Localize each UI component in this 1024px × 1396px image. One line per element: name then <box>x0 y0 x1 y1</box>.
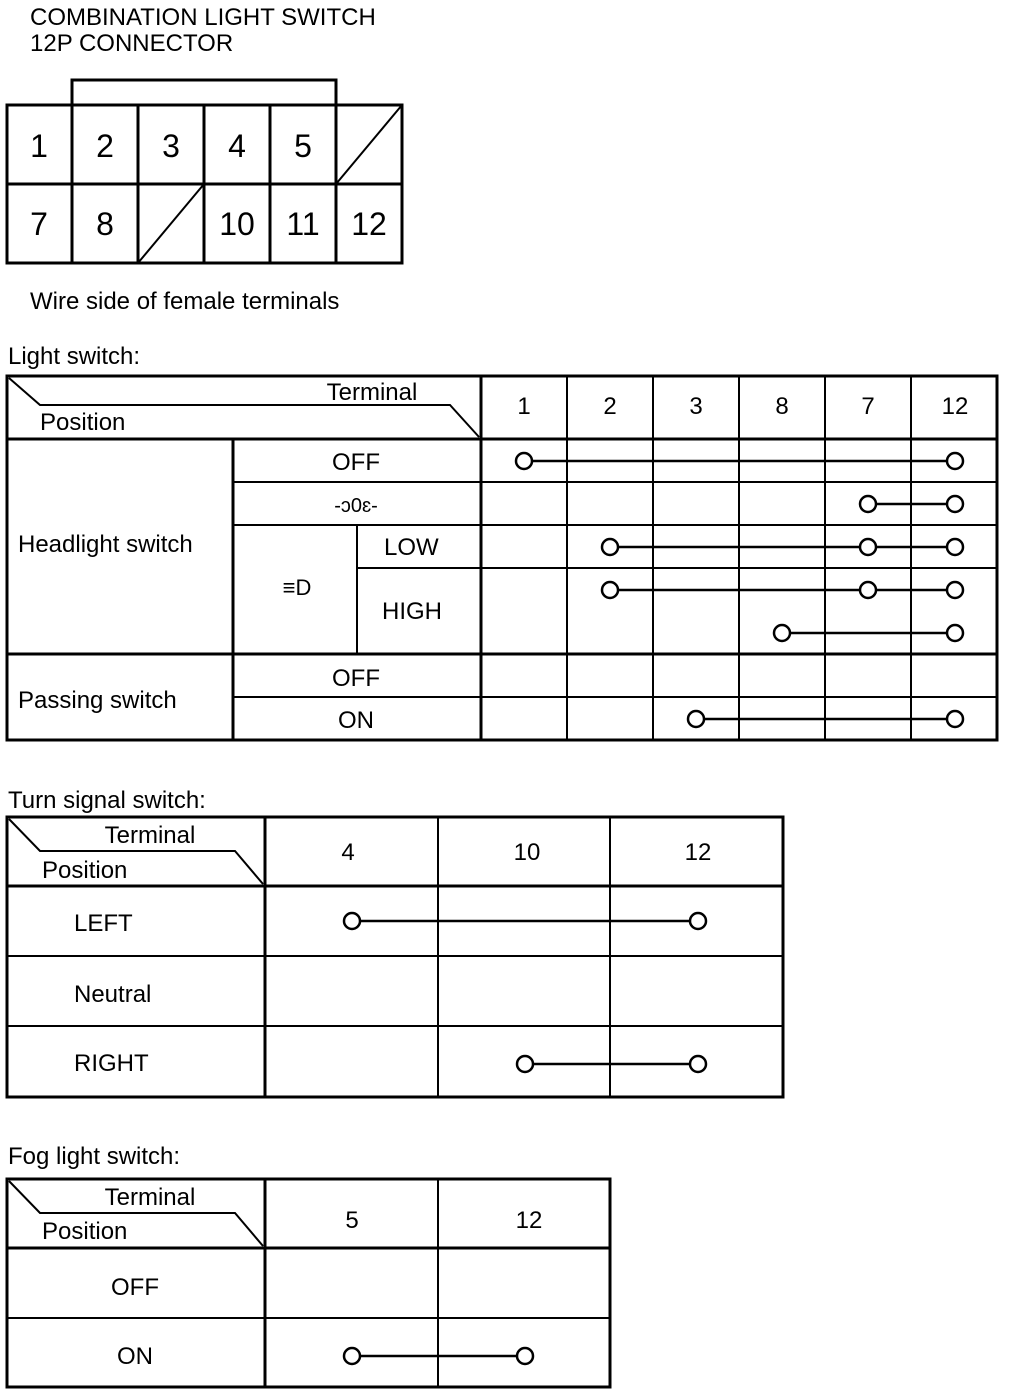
connector-caption: Wire side of female terminals <box>30 288 340 315</box>
light-terminal-1: 1 <box>517 393 531 420</box>
fog-light-section <box>7 1143 610 1387</box>
continuity-node <box>602 539 618 555</box>
turn-signal-title: Turn signal switch: <box>8 787 206 814</box>
connector-lock-tab <box>72 80 336 105</box>
continuity-node <box>774 625 790 641</box>
light-terminal-12: 12 <box>941 393 969 420</box>
low-beam-label: LOW <box>384 534 439 561</box>
headlight-icon: ≡D <box>282 575 312 600</box>
empty-cavity-6 <box>336 105 402 184</box>
pin-4: 4 <box>228 128 246 164</box>
continuity-node <box>517 1348 533 1364</box>
terminal-label: Terminal <box>326 379 418 406</box>
pin-11: 11 <box>286 206 320 242</box>
light-switch-title: Light switch: <box>8 343 141 370</box>
connector-title-line1: COMBINATION LIGHT SWITCH <box>30 4 376 31</box>
light-switch-grid <box>7 376 997 740</box>
connector-title-line2: 12P CONNECTOR <box>30 30 234 57</box>
pin-10: 10 <box>219 206 255 242</box>
continuity-node <box>947 496 963 512</box>
fog-on-label: ON <box>117 1343 153 1370</box>
position-label: Position <box>42 1218 128 1245</box>
headlight-switch-label: Headlight switch <box>18 531 193 558</box>
high-beam-label: HIGH <box>382 598 442 625</box>
turn-left-label: LEFT <box>74 910 133 937</box>
continuity-node <box>860 582 876 598</box>
position-label: Position <box>42 857 128 884</box>
light-terminal-2: 2 <box>603 393 617 420</box>
turn-signal-section <box>7 787 783 1097</box>
fog-off-label: OFF <box>111 1274 159 1301</box>
continuity-node <box>344 913 360 929</box>
passing-switch-label: Passing switch <box>18 687 177 714</box>
light-terminal-8: 8 <box>775 393 789 420</box>
turn-terminal-12: 12 <box>684 839 712 866</box>
pin-8: 8 <box>96 206 114 242</box>
pin-7: 7 <box>30 206 48 242</box>
pin-3: 3 <box>162 128 180 164</box>
turn-right-label: RIGHT <box>74 1050 149 1077</box>
light-terminal-3: 3 <box>689 393 703 420</box>
continuity-node <box>947 625 963 641</box>
continuity-node <box>690 1056 706 1072</box>
continuity-node <box>602 582 618 598</box>
empty-cavity-9 <box>138 184 204 263</box>
turn-terminal-4: 4 <box>341 839 355 866</box>
light-switch-section <box>7 343 997 740</box>
continuity-node <box>517 1056 533 1072</box>
parking-light-icon: -ɔ0ɛ- <box>334 495 378 517</box>
headlight-off-label: OFF <box>332 449 380 476</box>
passing-off-label: OFF <box>332 665 380 692</box>
continuity-node <box>690 913 706 929</box>
connector-face <box>7 80 402 263</box>
continuity-node <box>344 1348 360 1364</box>
continuity-node <box>516 453 532 469</box>
turn-neutral-label: Neutral <box>74 981 152 1008</box>
continuity-node <box>947 711 963 727</box>
continuity-node <box>947 582 963 598</box>
position-label: Position <box>40 409 126 436</box>
passing-on-label: ON <box>338 707 374 734</box>
continuity-node <box>860 539 876 555</box>
terminal-label: Terminal <box>104 822 196 849</box>
continuity-node <box>947 539 963 555</box>
continuity-node <box>688 711 704 727</box>
pin-2: 2 <box>96 128 114 164</box>
fog-light-title: Fog light switch: <box>8 1143 181 1170</box>
fog-terminal-5: 5 <box>345 1207 359 1234</box>
pin-12: 12 <box>351 206 387 242</box>
pin-5: 5 <box>294 128 312 164</box>
turn-continuity <box>344 913 706 1072</box>
turn-terminal-10: 10 <box>513 839 541 866</box>
continuity-node <box>860 496 876 512</box>
continuity-node <box>947 453 963 469</box>
terminal-label: Terminal <box>104 1184 196 1211</box>
connector-section <box>7 4 402 315</box>
light-terminal-7: 7 <box>861 393 875 420</box>
fog-terminal-12: 12 <box>515 1207 543 1234</box>
pin-1: 1 <box>30 128 48 164</box>
